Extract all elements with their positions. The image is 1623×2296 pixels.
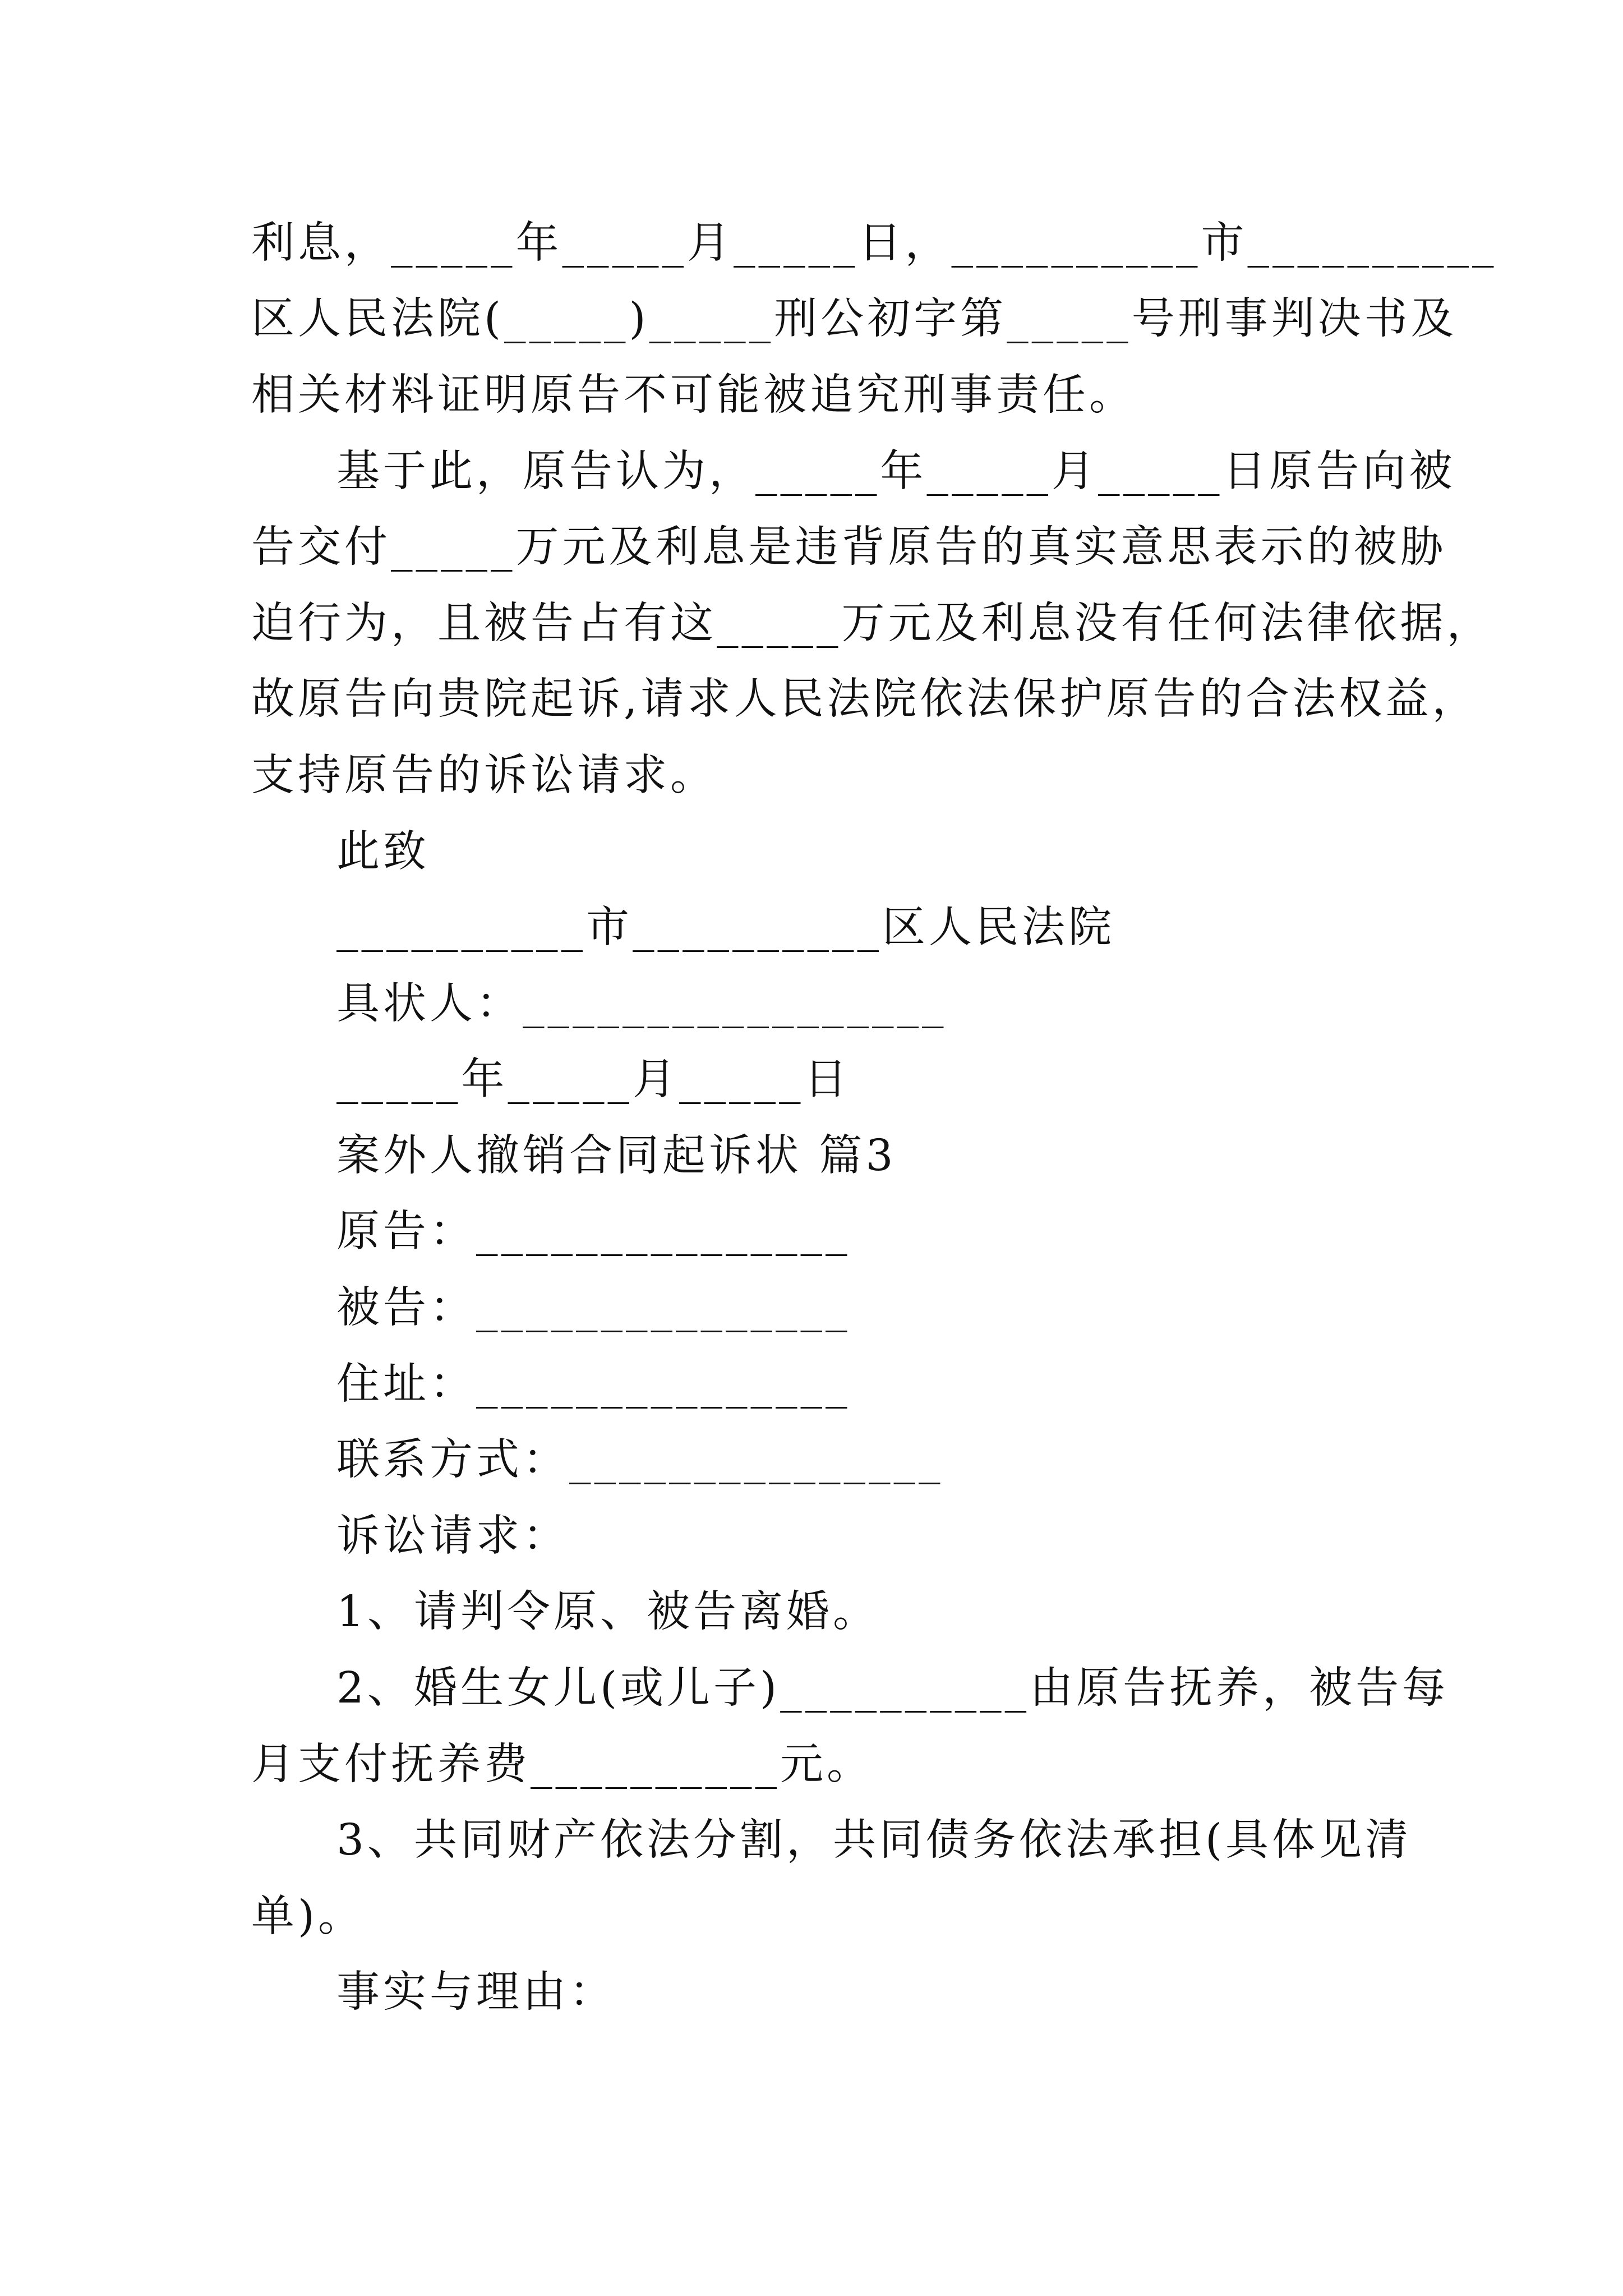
plaintiff-field: 原告：_______________ [336,1207,851,1257]
claim-item-continued: 月支付抚养费__________元。 [251,1740,873,1789]
court-addressee: __________市__________区人民法院 [336,903,1115,953]
body-line: 利息，_____年_____月_____日，__________市__________ [251,218,1497,268]
claim-item: 1、请判令原、被告离婚。 [336,1587,879,1637]
claims-heading: 诉讼请求： [336,1511,569,1561]
body-line: 故原告向贵院起诉,请求人民法院依法保护原告的合法权益， [251,674,1479,724]
claim-item-continued: 单)。 [251,1892,365,1941]
body-line: 相关材料证明原告不可能被追究刑事责任。 [251,370,1136,420]
defendant-field: 被告：_______________ [336,1283,851,1333]
body-line: 告交付_____万元及利息是违背原告的真实意思表示的被胁 [251,522,1447,572]
body-line: 区人民法院(_____)_____刑公初字第_____号刑事判决书及 [251,294,1458,344]
contact-field: 联系方式：_______________ [336,1435,944,1485]
body-line: 支持原告的诉讼请求。 [251,751,717,800]
claim-item: 2、婚生女儿(或儿子)__________由原告抚养，被告每 [336,1663,1449,1713]
section-title: 案外人撤销合同起诉状 篇3 [336,1131,897,1181]
paragraph-line: 基于此，原告认为，_____年_____月_____日原告向被 [336,447,1456,496]
salutation: 此致 [336,827,430,877]
plaintiff-signature: 具状人：_________________ [336,979,947,1029]
claim-item: 3、共同财产依法分割，共同债务依法承担(具体见清 [336,1815,1412,1865]
date-line: _____年_____月_____日 [336,1055,851,1105]
facts-heading: 事实与理由： [336,1967,616,2017]
body-line: 迫行为，且被告占有这_____万元及利息没有任何法律依据， [251,599,1493,648]
address-field: 住址：_______________ [336,1359,851,1409]
